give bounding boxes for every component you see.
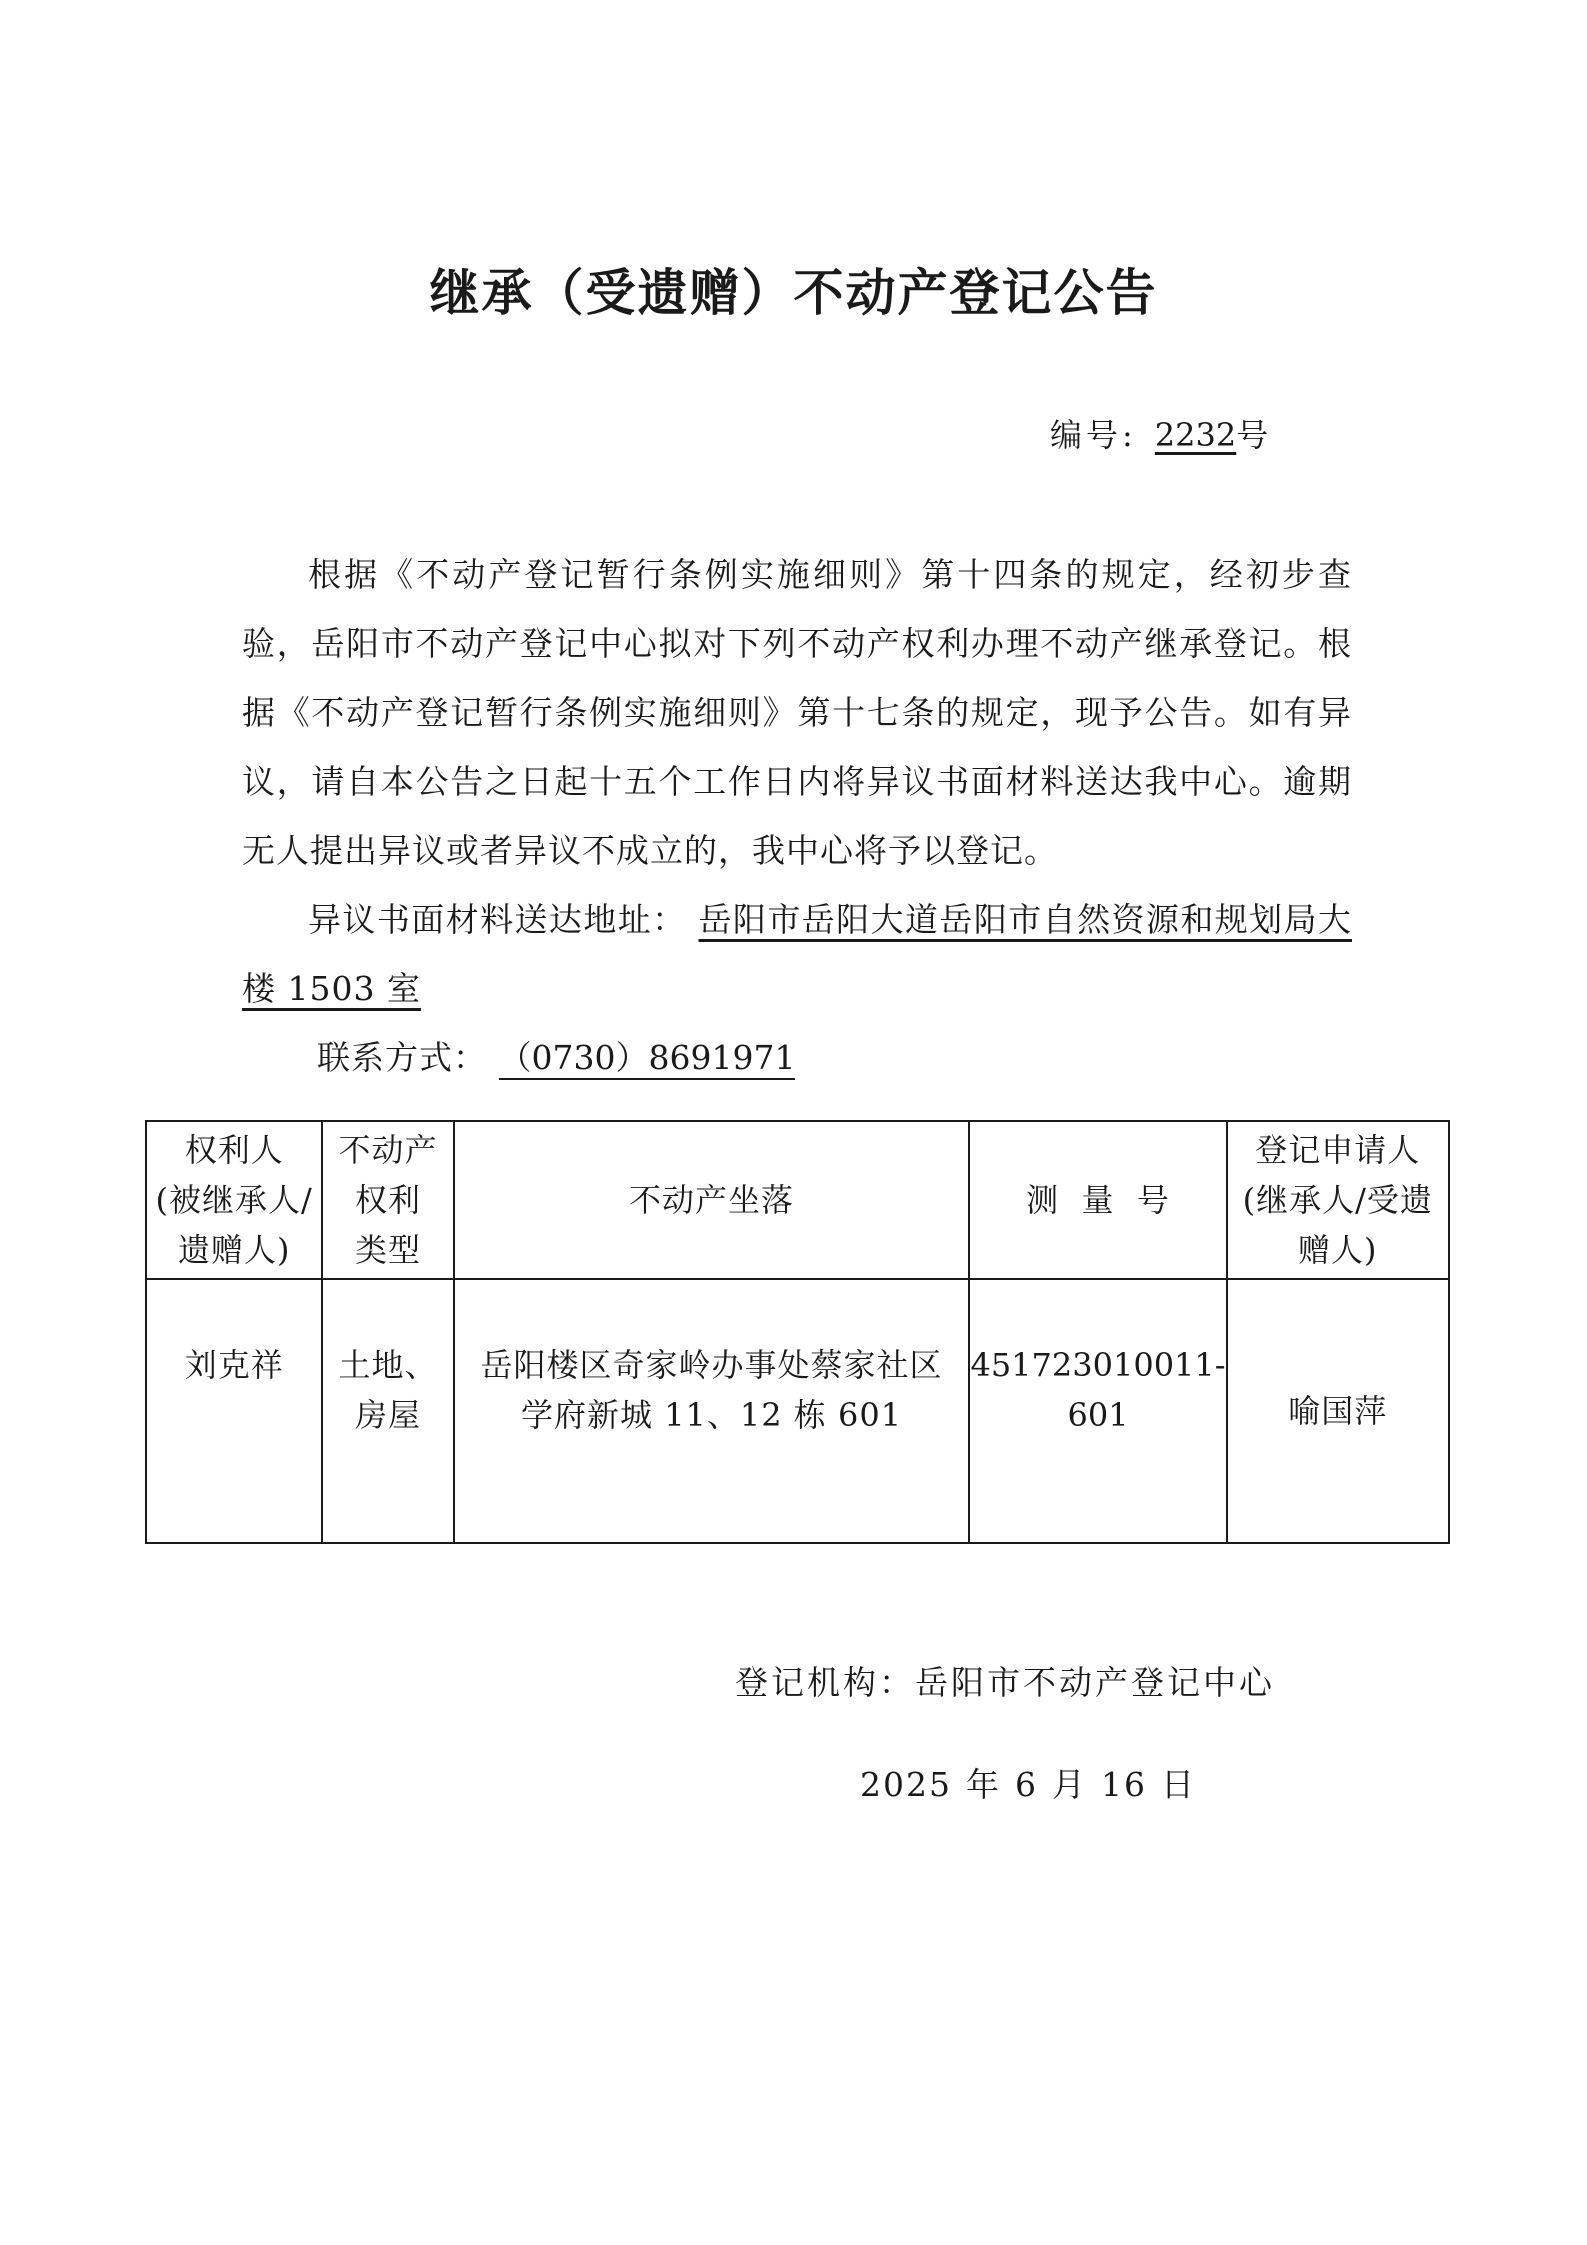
date-month-unit: 月	[1051, 1765, 1087, 1804]
header-type-line: 权利	[355, 1181, 422, 1219]
cell-survey-line: 601	[1067, 1396, 1129, 1434]
date-day-unit: 日	[1160, 1765, 1196, 1804]
header-applicant-line: 赠人)	[1298, 1231, 1378, 1269]
announcement-date	[860, 1762, 1210, 1808]
cell-location-line: 岳阳楼区奇家岭办事处蔡家社区	[480, 1346, 943, 1384]
announcement-body	[242, 540, 1352, 1092]
cell-right-type	[322, 1279, 453, 1543]
header-applicant-line: (继承人/受遗	[1242, 1181, 1433, 1219]
date-month: 6	[1014, 1765, 1038, 1804]
cell-type-line: 土地、	[338, 1346, 438, 1384]
header-type-line: 不动产	[338, 1131, 438, 1169]
serial-label: 编号:	[1050, 416, 1137, 454]
contact-value: （0730）8691971	[499, 1038, 796, 1080]
header-type-line: 类型	[355, 1231, 422, 1269]
announcement-paragraph: 根据《不动产登记暂行条例实施细则》第十四条的规定，经初步查验，岳阳市不动产登记中心拟对下列不动产权利办理不动产继承登记。根据《不动产登记暂行条例实施细则》第十七条的规定，现予公告。如有异议，请自本公告之日起十五个工作日内将异议书面材料送达我中心。逾期无人提出异议或者异议不成立的，我中心将予以登记。	[242, 555, 1352, 870]
header-holder	[146, 1121, 322, 1279]
page-title: 继承（受遗赠）不动产登记公告	[429, 264, 1158, 322]
table-row	[146, 1279, 1449, 1543]
contact-label: 联系方式：	[317, 1038, 487, 1077]
address-label: 异议书面材料送达地址：	[308, 900, 687, 939]
header-location: 不动产坐落	[454, 1121, 970, 1279]
cell-holder: 刘克祥	[146, 1279, 322, 1543]
contact-info	[242, 1023, 1352, 1092]
serial-suffix: 号	[1236, 416, 1273, 454]
cell-survey-line: 451723010011-	[970, 1346, 1226, 1384]
cell-applicant: 喻国萍	[1227, 1279, 1449, 1543]
cell-type-line: 房屋	[355, 1396, 422, 1434]
header-applicant	[1227, 1121, 1449, 1279]
header-holder-line: 遗赠人)	[177, 1231, 291, 1269]
table-header-row	[146, 1121, 1449, 1279]
cell-location	[454, 1279, 970, 1543]
cell-location-line: 学府新城 11、12 栋 601	[521, 1396, 903, 1434]
registration-table	[145, 1120, 1450, 1544]
address-value: 岳阳市岳阳大道岳阳市自然资源和规划局大楼 1503 室	[242, 900, 1353, 1008]
header-right-type	[322, 1121, 453, 1279]
agency-value: 岳阳市不动产登记中心	[915, 1663, 1275, 1702]
cell-survey-number	[969, 1279, 1226, 1543]
header-holder-line: (被继承人/	[155, 1181, 313, 1219]
objection-address	[242, 885, 1352, 1023]
header-survey-number: 测 量 号	[969, 1121, 1226, 1279]
header-holder-line: 权利人	[184, 1131, 284, 1169]
registration-agency	[735, 1660, 1275, 1706]
agency-label: 登记机构：	[735, 1663, 915, 1702]
date-year: 2025	[860, 1765, 952, 1804]
serial-value: 2232	[1154, 416, 1237, 454]
header-applicant-line: 登记申请人	[1255, 1131, 1421, 1169]
date-day: 16	[1100, 1765, 1147, 1804]
serial-number	[1050, 412, 1272, 458]
date-year-unit: 年	[965, 1765, 1001, 1804]
